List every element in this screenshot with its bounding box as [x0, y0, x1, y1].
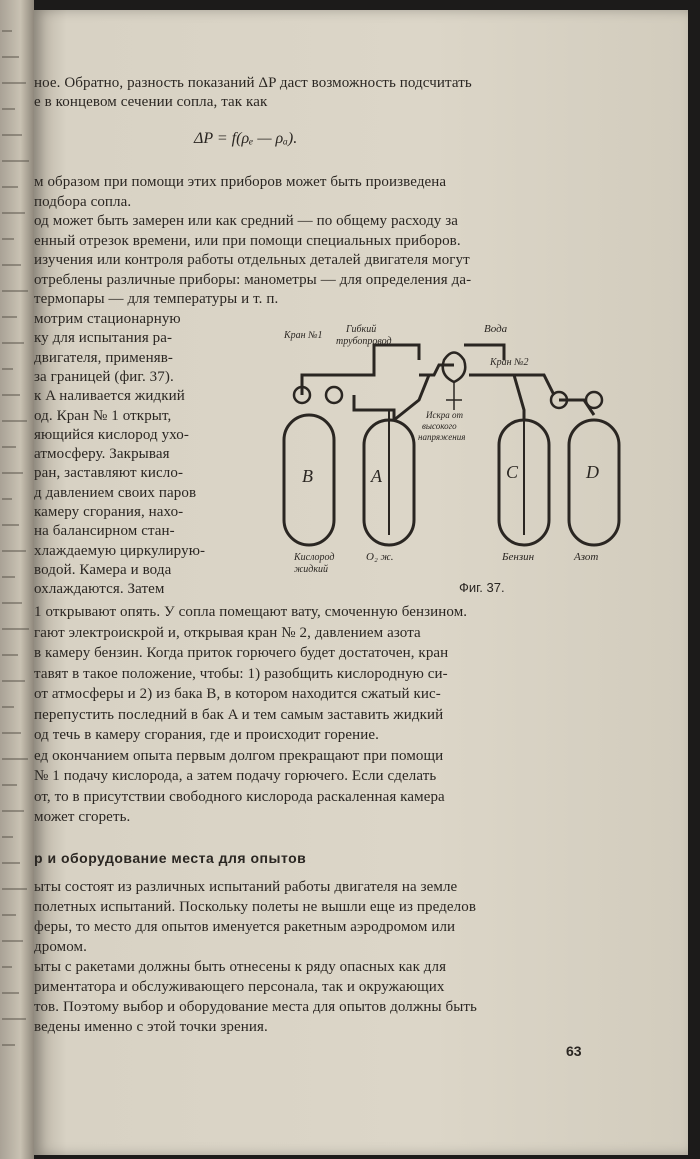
left-page-text-fragment	[2, 368, 13, 370]
left-page-text-fragment	[2, 290, 28, 292]
left-page-text-fragment	[2, 784, 17, 786]
left-page-text-fragment	[2, 316, 17, 318]
left-page-text-fragment	[2, 160, 29, 162]
text-line: од может быть замерен или как средний — по общему расходу за	[34, 213, 459, 229]
left-page-text-fragment	[2, 836, 13, 838]
label-kislorod-1: Кислород	[294, 552, 335, 563]
text-line: е в концевом сечении сопла, так как	[34, 94, 268, 110]
text-line: № 1 подачу кислорода, а затем подачу горючего. Если сделать	[34, 768, 437, 784]
left-page-edge	[0, 0, 34, 1159]
text-line: подбора сопла.	[34, 193, 132, 210]
left-page-text-fragment	[2, 238, 14, 240]
book-page	[34, 10, 688, 1155]
left-page-text-fragment	[2, 862, 20, 864]
label-benzin: Бензин	[502, 551, 535, 563]
left-page-text-fragment	[2, 420, 27, 422]
left-page-text-fragment	[2, 108, 15, 110]
text-line: дромом.	[34, 939, 87, 955]
text-line: двигателя, применяв-	[34, 349, 173, 366]
left-page-text-fragment	[2, 394, 20, 396]
label-kran2: Кран №2	[490, 357, 529, 368]
combustion-chamber-icon	[443, 353, 466, 383]
text-line: тов. Поэтому выбор и оборудование места для опытов должны быть	[34, 999, 477, 1015]
left-page-text-fragment	[2, 472, 23, 474]
text-line: ыты с ракетами должны быть отнесены к ряду опасных как для	[34, 959, 447, 975]
left-page-text-fragment	[2, 628, 29, 630]
text-line: яющийся кислород ухо-	[34, 426, 189, 443]
text-line: охлаждаются. Затем	[34, 581, 165, 598]
text-line: полетных испытаний. Поскольку полеты не вышли еще из пределов	[34, 899, 477, 915]
label-kislorod-2: жидкий	[294, 564, 329, 575]
text-line: отреблены различные приборы: манометры — для определения да-	[34, 271, 472, 288]
text-line: камеру сгорания, нахо-	[34, 504, 184, 520]
text-line: од. Кран № 1 открыт,	[34, 407, 172, 424]
text-line: перепустить последний в бак A и тем самым заставить жидкий	[34, 706, 444, 723]
left-page-text-fragment	[2, 264, 21, 266]
left-page-text-fragment	[2, 524, 19, 526]
tank-d	[569, 420, 619, 545]
label-tank-d: D	[586, 462, 599, 482]
left-page-text-fragment	[2, 1018, 26, 1020]
text-line: атмосферу. Закрывая	[34, 446, 170, 463]
text-line: ран, заставляют кисло-	[34, 465, 184, 482]
figure-37-diagram	[254, 320, 644, 575]
left-page-text-fragment	[2, 706, 14, 708]
figure-caption: Фиг. 37.	[459, 580, 505, 595]
text-line: водой. Камера и вода	[34, 561, 172, 578]
left-page-text-fragment	[2, 1044, 15, 1046]
text-line: ведены именно с этой точки зрения.	[34, 1019, 268, 1035]
text-line: изучения или контроля работы отдельных деталей двигателя могут	[34, 252, 470, 268]
label-tank-b: B	[302, 466, 313, 486]
left-page-text-fragment	[2, 602, 22, 604]
label-iskra-2: высокого	[422, 421, 457, 431]
left-page-text-fragment	[2, 446, 16, 448]
gauge-1-icon	[326, 387, 342, 403]
left-page-text-fragment	[2, 30, 12, 32]
text-line: за границей (фиг. 37).	[34, 368, 174, 385]
text-line: термопары — для температуры и т. п.	[34, 291, 279, 307]
text-line: ед окончанием опыта первым долгом прекращают при помощи	[34, 747, 444, 764]
text-line: от атмосферы и 2) из бака B, в котором находится сжатый кис-	[34, 686, 441, 702]
label-azot: Азот	[574, 551, 599, 563]
left-page-text-fragment	[2, 342, 24, 344]
left-page-text-fragment	[2, 550, 26, 552]
text-line: на балансирном стан-	[34, 523, 175, 540]
section-heading: р и оборудование места для опытов	[34, 850, 307, 866]
label-tank-a: A	[371, 466, 382, 486]
text-line: мотрим стационарную	[34, 311, 181, 327]
left-page-text-fragment	[2, 810, 24, 812]
label-kran1: Кран №1	[284, 330, 323, 341]
label-gibkiy: Гибкий	[346, 324, 377, 335]
text-line: гают электроискрой и, открывая кран № 2, давлением азота	[34, 624, 421, 641]
left-page-text-fragment	[2, 654, 18, 656]
text-line: ное. Обратно, разность показаний ΔP даст возможность подсчитать	[34, 75, 472, 91]
left-page-text-fragment	[2, 888, 27, 890]
gauge-2-icon	[586, 392, 602, 408]
left-page-text-fragment	[2, 498, 12, 500]
text-line: феры, то место для опытов именуется ракетным аэродромом или	[34, 919, 456, 935]
text-line: тавят в такое положение, чтобы: 1) разобщить кислородную си-	[34, 665, 448, 682]
formula: ΔP = f(ρₑ — ρₐ).	[194, 130, 298, 147]
text-line: енный отрезок времени, или при помощи специальных приборов.	[34, 232, 461, 249]
left-page-text-fragment	[2, 732, 21, 734]
text-line: д давлением своих паров	[34, 484, 197, 501]
text-line: от, то в присутствии свободного кислорода раскаленная камера	[34, 788, 445, 805]
left-page-text-fragment	[2, 134, 22, 136]
left-page-text-fragment	[2, 966, 12, 968]
page-number: 63	[566, 1043, 582, 1059]
left-page-text-fragment	[2, 82, 26, 84]
text-line: ыты состоят из различных испытаний работы двигателя на земле	[34, 879, 458, 895]
label-voda: Вода	[484, 323, 508, 335]
label-iskra-3: напряжения	[418, 432, 466, 442]
text-line: м образом при помощи этих приборов может быть произведена	[34, 174, 447, 190]
left-page-text-fragment	[2, 758, 28, 760]
text-line: ку для испытания ра-	[34, 330, 173, 347]
text-line: од течь в камеру сгорания, где и происходит горение.	[34, 727, 380, 743]
text-line: может сгореть.	[34, 809, 131, 825]
label-truboprovod: трубопровод	[336, 336, 392, 347]
text-line: хлаждаемую циркулирую-	[34, 542, 206, 559]
text-line: к A наливается жидкий	[34, 388, 185, 405]
text-line: в камеру бензин. Когда приток горючего будет достаточен, кран	[34, 645, 449, 661]
text-line: риментатора и обслуживающего персонала, так и окружающих	[34, 979, 445, 995]
left-page-text-fragment	[2, 576, 15, 578]
left-page-text-fragment	[2, 914, 16, 916]
left-page-text-fragment	[2, 212, 25, 214]
left-page-text-fragment	[2, 680, 25, 682]
left-page-text-fragment	[2, 56, 19, 58]
left-page-text-fragment	[2, 186, 18, 188]
label-iskra-1: Искра от	[426, 410, 463, 420]
text-line: 1 открывают опять. У сопла помещают вату, смоченную бензином.	[34, 604, 468, 620]
label-o2: O₂ ж.	[366, 551, 394, 563]
label-tank-c: C	[506, 462, 519, 482]
left-page-text-fragment	[2, 992, 19, 994]
left-page-text-fragment	[2, 940, 23, 942]
